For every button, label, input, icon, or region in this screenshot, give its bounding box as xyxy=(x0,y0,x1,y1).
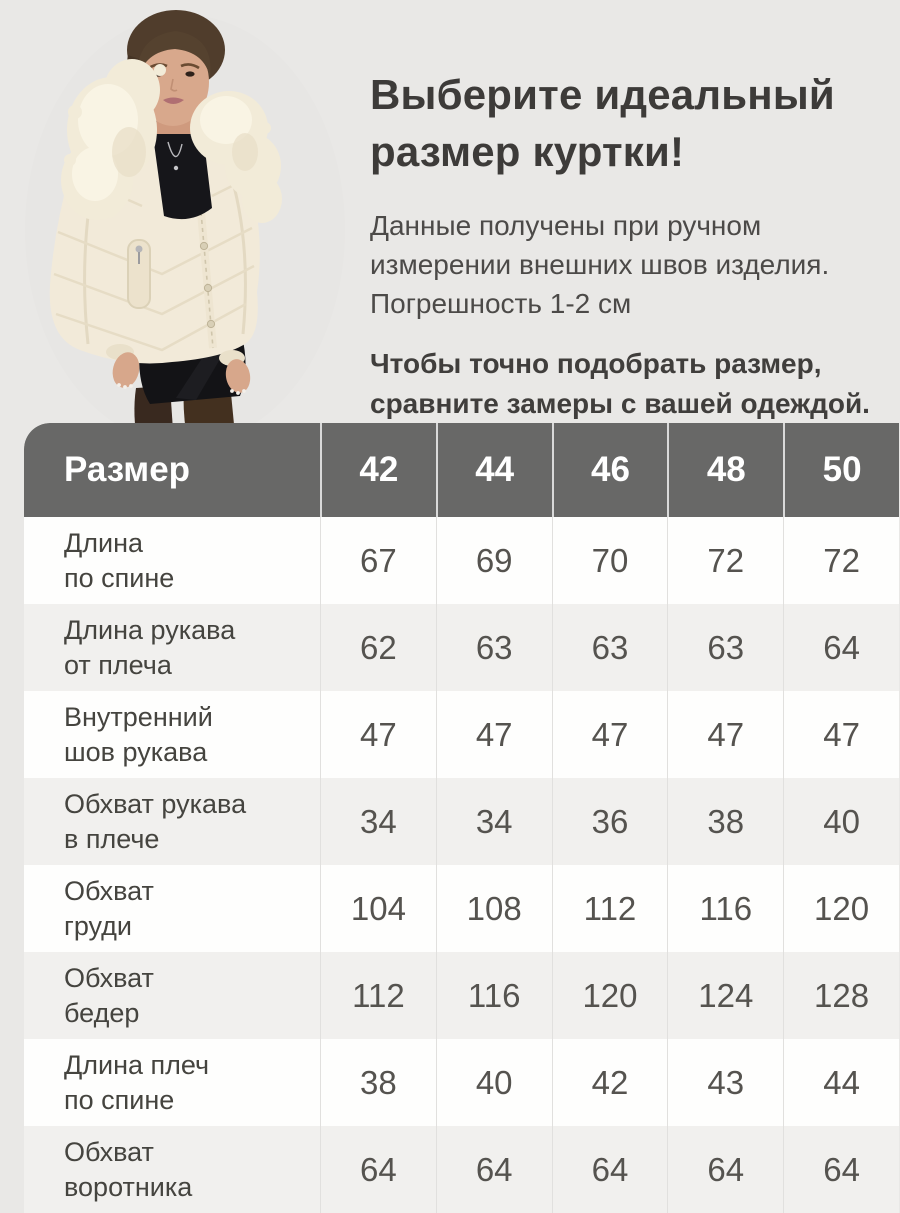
size-value-cell: 64 xyxy=(667,1126,783,1213)
size-value-cell: 120 xyxy=(552,952,668,1039)
size-value-cell: 40 xyxy=(783,778,899,865)
title-line: Выберите идеальный xyxy=(370,71,835,118)
size-value-cell: 64 xyxy=(320,1126,436,1213)
size-value-cell: 112 xyxy=(320,952,436,1039)
size-value-cell: 42 xyxy=(552,1039,668,1126)
description-line: Погрешность 1-2 см xyxy=(370,288,632,319)
size-value-cell: 43 xyxy=(667,1039,783,1126)
row-label: Обхват груди xyxy=(64,875,154,941)
size-value-cell: 120 xyxy=(783,865,899,952)
note-line: сравните замеры с вашей одеждой. xyxy=(370,388,870,419)
size-value-cell: 124 xyxy=(667,952,783,1039)
size-value-cell: 72 xyxy=(667,517,783,604)
size-value-cell: 70 xyxy=(552,517,668,604)
row-label: Обхват рукава в плече xyxy=(64,788,247,854)
size-table xyxy=(24,423,899,1213)
size-value-cell: 116 xyxy=(436,952,552,1039)
size-value-cell: 112 xyxy=(552,865,668,952)
size-value-cell: 47 xyxy=(320,691,436,778)
fit-note xyxy=(370,344,890,424)
row-label: Обхват бедер xyxy=(64,962,154,1028)
size-value-cell: 64 xyxy=(436,1126,552,1213)
size-value-cell: 64 xyxy=(783,604,899,691)
page-title xyxy=(370,66,890,180)
table-row xyxy=(24,1039,899,1126)
table-row xyxy=(24,604,899,691)
table-row xyxy=(24,865,899,952)
size-value-cell: 47 xyxy=(783,691,899,778)
size-value-cell: 63 xyxy=(436,604,552,691)
size-value-cell: 64 xyxy=(783,1126,899,1213)
header-size-cell: 48 xyxy=(667,423,783,517)
description-line: Данные получены при ручном xyxy=(370,210,762,241)
header-size-cell: 42 xyxy=(320,423,436,517)
table-row xyxy=(24,778,899,865)
size-value-cell: 36 xyxy=(552,778,668,865)
size-value-cell: 47 xyxy=(667,691,783,778)
header-size-cell: 50 xyxy=(783,423,899,517)
row-label: Длина по спине xyxy=(64,527,175,593)
size-value-cell: 128 xyxy=(783,952,899,1039)
description-line: измерении внешних швов изделия. xyxy=(370,249,830,280)
note-line: Чтобы точно подобрать размер, xyxy=(370,348,822,379)
size-value-cell: 63 xyxy=(667,604,783,691)
size-value-cell: 40 xyxy=(436,1039,552,1126)
size-value-cell: 34 xyxy=(320,778,436,865)
row-label: Длина плеч по спине xyxy=(64,1049,210,1115)
size-value-cell: 38 xyxy=(667,778,783,865)
size-value-cell: 62 xyxy=(320,604,436,691)
title-line: размер куртки! xyxy=(370,128,685,175)
size-value-cell: 67 xyxy=(320,517,436,604)
measurement-description xyxy=(370,206,890,323)
size-value-cell: 108 xyxy=(436,865,552,952)
header-size-cell: 44 xyxy=(436,423,552,517)
size-value-cell: 44 xyxy=(783,1039,899,1126)
size-value-cell: 38 xyxy=(320,1039,436,1126)
model-photo xyxy=(0,0,370,445)
table-row xyxy=(24,952,899,1039)
size-value-cell: 64 xyxy=(552,1126,668,1213)
row-label: Длина рукава от плеча xyxy=(64,614,236,680)
size-value-cell: 116 xyxy=(667,865,783,952)
header-size-cell: 46 xyxy=(552,423,668,517)
size-value-cell: 47 xyxy=(552,691,668,778)
intro-text-block xyxy=(370,66,890,424)
table-header-row xyxy=(24,423,899,517)
table-row xyxy=(24,691,899,778)
header-size-label: Размер xyxy=(64,450,191,489)
pocket-zipper xyxy=(128,240,150,308)
table-row xyxy=(24,517,899,604)
size-value-cell: 63 xyxy=(552,604,668,691)
row-label: Внутренний шов рукава xyxy=(64,701,213,767)
size-value-cell: 69 xyxy=(436,517,552,604)
size-value-cell: 104 xyxy=(320,865,436,952)
size-value-cell: 34 xyxy=(436,778,552,865)
size-value-cell: 72 xyxy=(783,517,899,604)
row-label: Обхват воротника xyxy=(64,1136,193,1202)
size-value-cell: 47 xyxy=(436,691,552,778)
